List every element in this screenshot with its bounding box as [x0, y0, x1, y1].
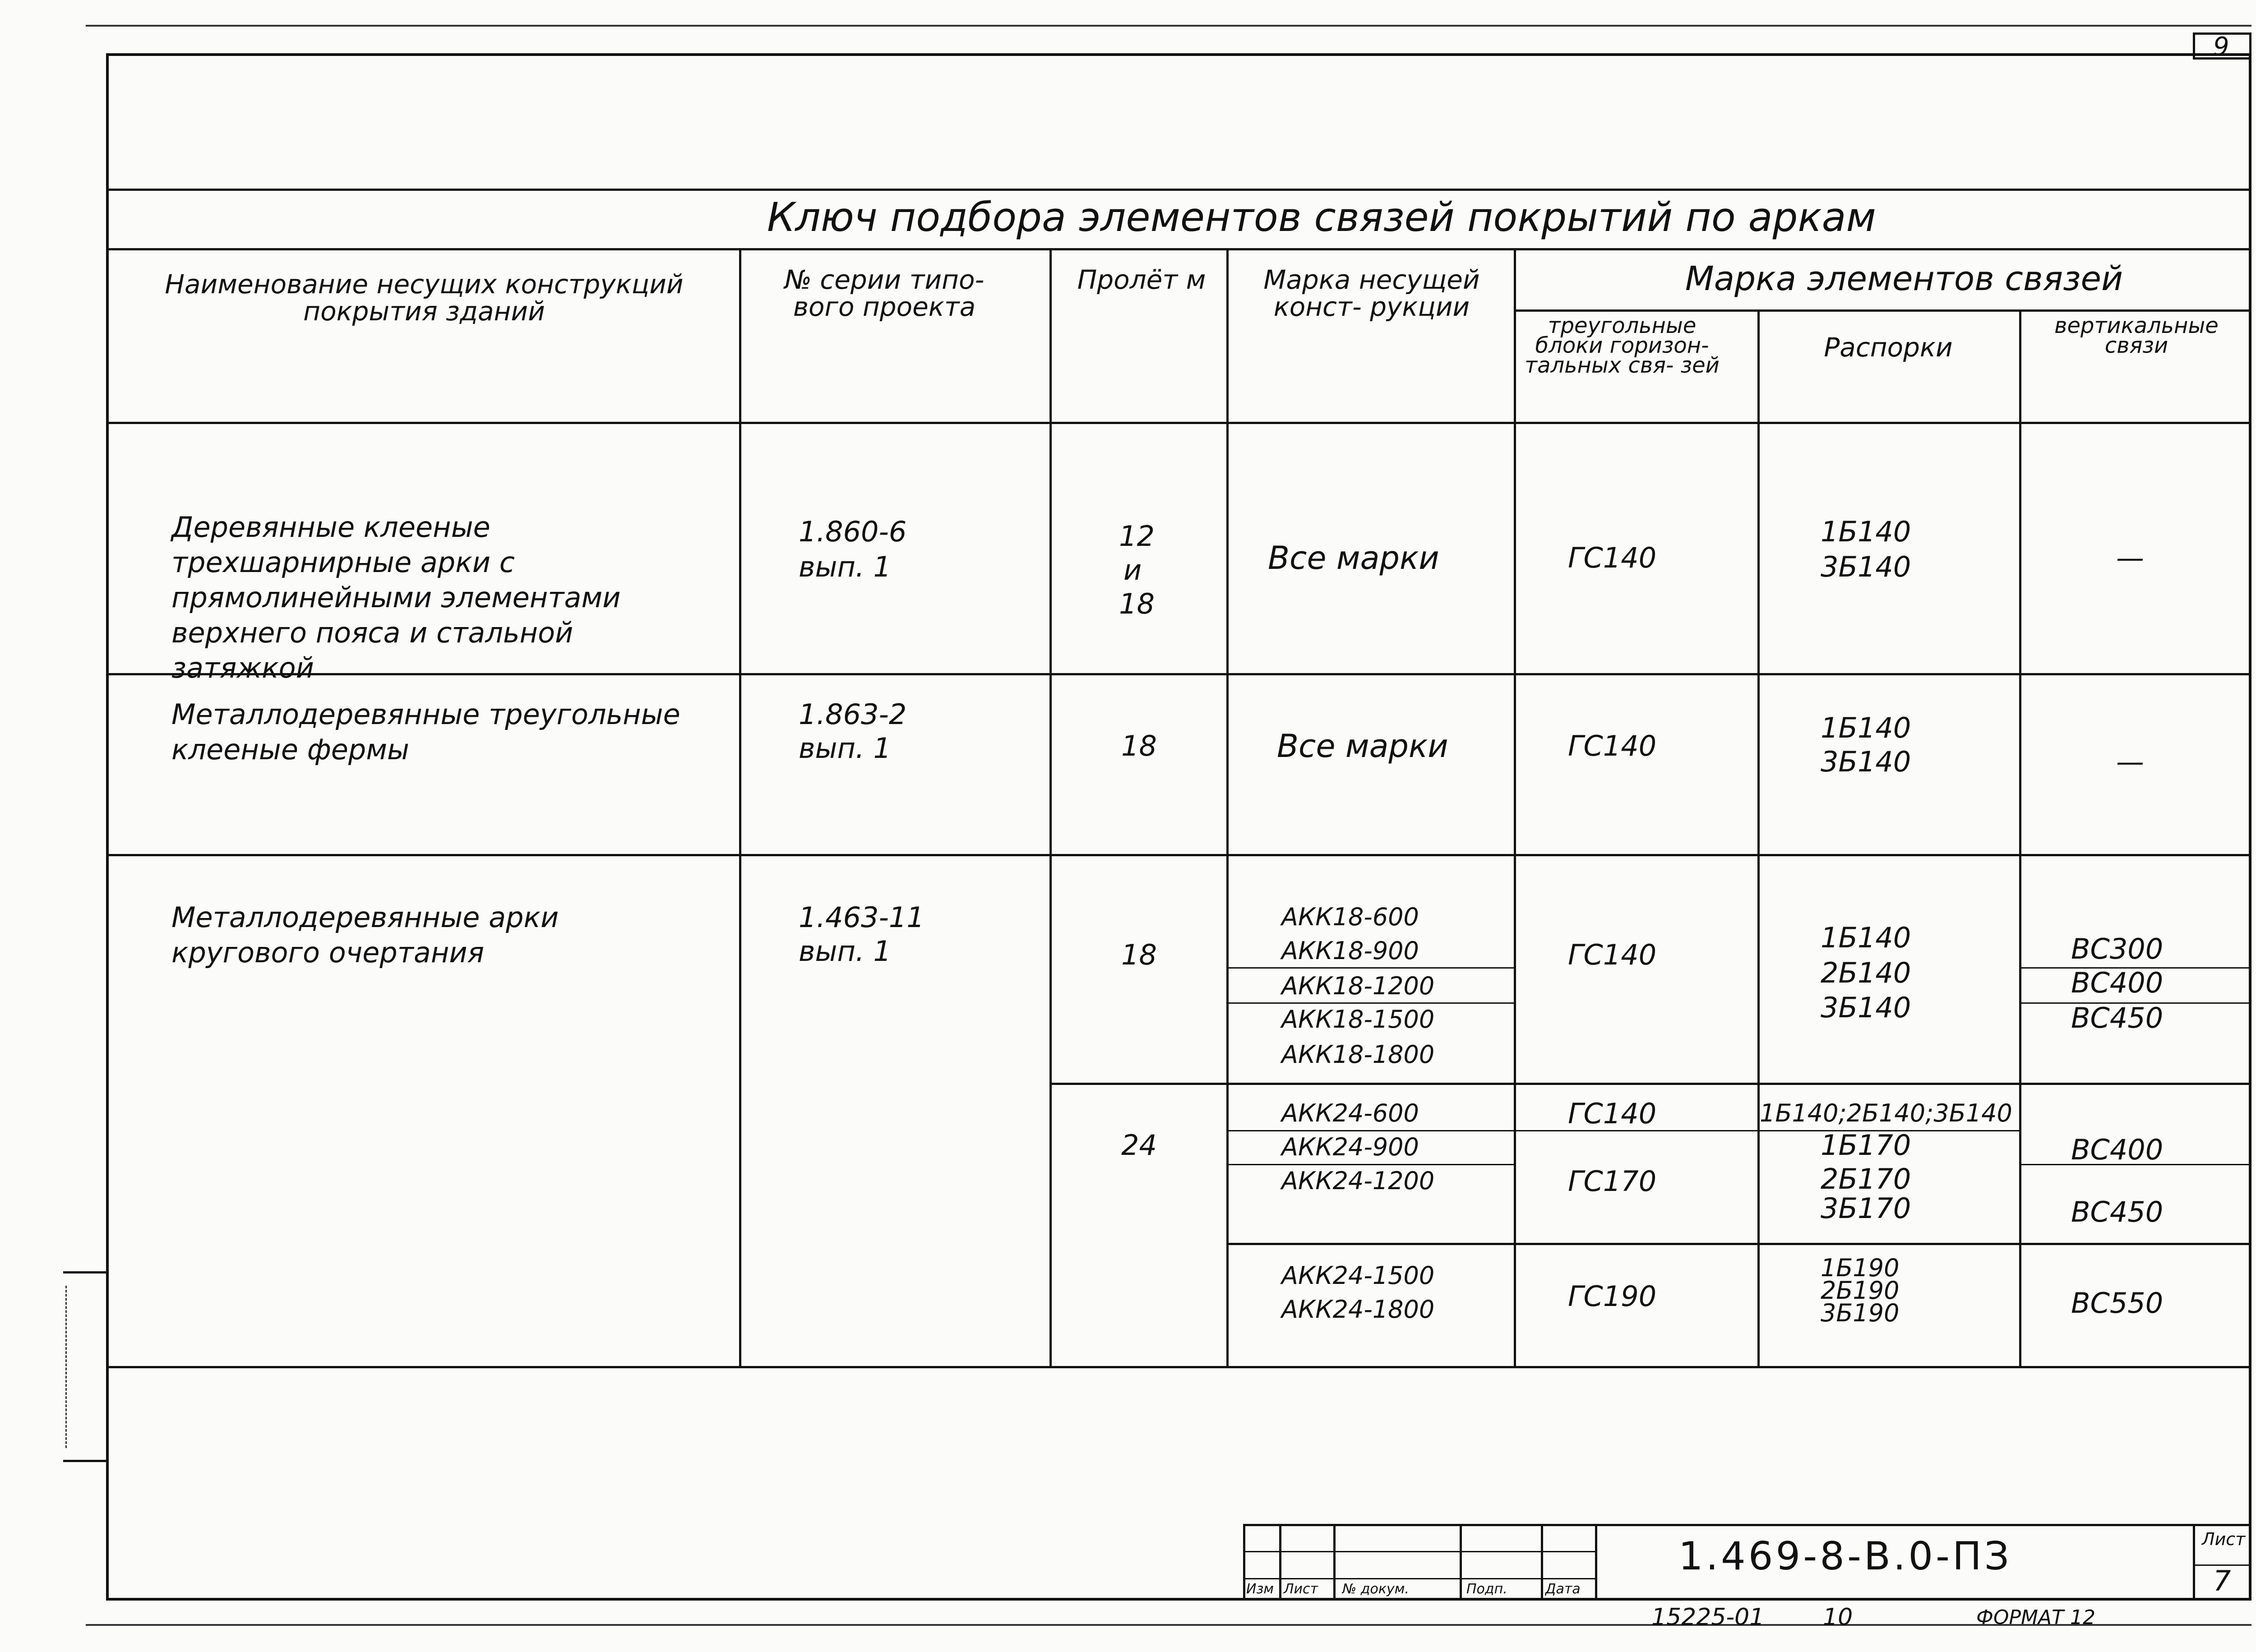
corner-sheet-box [2193, 32, 2251, 60]
row3-vert18-a: ВС300 [2071, 932, 2164, 965]
binding-mark-bottom [63, 1460, 108, 1462]
header-mark: Марка несущей конст- рукции [1263, 264, 1480, 322]
row1-strut-b: 3Б140 [1821, 550, 1911, 583]
col-line-5 [1757, 309, 1760, 1367]
row1-span-a: 12 [1119, 520, 1155, 553]
row3-strut24a: 1Б140;2Б140;3Б140 [1760, 1099, 2012, 1127]
row2-mark: Все марки [1277, 728, 1448, 765]
stamp-col-izm: Изм [1246, 1581, 1274, 1597]
stamp-col-5 [1595, 1524, 1597, 1601]
row3-mark24c-a: АКК24-1500 [1281, 1261, 1435, 1290]
row3-vert24b: ВС450 [2071, 1195, 2164, 1228]
row3-strut24c-c: 3Б190 [1821, 1299, 1900, 1327]
header-vertical: вертикальные связи [2054, 313, 2219, 358]
doc-code: 1.469-8-В.0-ПЗ [1678, 1534, 2012, 1579]
row2-vertical: — [2116, 745, 2144, 778]
col-line-4 [1514, 248, 1516, 1367]
header-name: Наименование несущих конструкций покрытия зданий [165, 269, 684, 327]
row3-mark18-a: АКК18-600 [1281, 903, 1419, 931]
row1-series-no: 1.860-6 [799, 515, 907, 548]
header-group: Марка элементов связей [1685, 259, 2123, 298]
stamp-col-doc: № докум. [1342, 1581, 1409, 1597]
header-struts: Распорки [1824, 332, 1953, 363]
sheet-number: 7 [2213, 1564, 2231, 1597]
row3-span18: 18 [1121, 938, 1157, 971]
bottom-code: 15225-01 [1651, 1604, 1765, 1631]
header-span: Пролёт м [1077, 264, 1206, 295]
row2-name: Металлодеревянные треугольные клееные фермы [171, 698, 680, 766]
row2-strut-b: 3Б140 [1821, 745, 1911, 778]
row3-triangle24c: ГС190 [1568, 1280, 1657, 1313]
stamp-col-3 [1460, 1524, 1462, 1601]
table-title: Ключ подбора элементов связей покрытий по аркам [767, 194, 1876, 240]
row3-mark18-e: АКК18-1800 [1281, 1040, 1435, 1069]
binding-mark-top [63, 1271, 108, 1274]
row3-name: Металлодеревянные арки кругового очертания [171, 901, 559, 969]
header-top-rule [106, 248, 2251, 250]
row3-triangle24a: ГС140 [1568, 1097, 1657, 1130]
row1-vertical: — [2116, 541, 2144, 574]
col-line-3 [1226, 248, 1229, 1367]
format-label: ФОРМАТ 12 [1976, 1606, 2095, 1629]
stamp-col-list: Лист [1284, 1581, 1318, 1597]
row3-triangle18: ГС140 [1568, 938, 1657, 971]
stamp-col-6 [2193, 1524, 2195, 1601]
row3-vert24c: ВС550 [2071, 1287, 2164, 1320]
row3-mark18-b: АКК18-900 [1281, 937, 1419, 965]
stamp-col-2 [1333, 1524, 1336, 1601]
row1-triangle: ГС140 [1568, 541, 1657, 574]
row2-triangle: ГС140 [1568, 729, 1657, 762]
header-series: № серии типо- вого проекта [784, 264, 985, 322]
group-header-rule [1514, 309, 2251, 312]
row1-span-c: 18 [1119, 587, 1155, 620]
col-line-2 [1049, 248, 1052, 1367]
bottom-dash-line [86, 1624, 2251, 1626]
stamp-col-date: Дата [1545, 1581, 1581, 1597]
row2-bottom-rule [106, 854, 2251, 856]
table-bottom-rule [106, 1366, 2251, 1368]
col-line-1 [739, 248, 741, 1367]
header-bottom-rule [106, 422, 2251, 424]
row2-span: 18 [1121, 729, 1157, 762]
row3-vert18-b: ВС400 [2071, 966, 2164, 999]
row3-triangle24b: ГС170 [1568, 1165, 1657, 1198]
row1-strut-a: 1Б140 [1821, 515, 1911, 548]
row3-strut18-a: 1Б140 [1821, 921, 1911, 954]
row2-series-issue: вып. 1 [799, 732, 891, 765]
corner-sheet-number: 9 [2213, 32, 2229, 61]
row3-strut24b-c: 3Б170 [1821, 1192, 1911, 1225]
row3-mark24-c: АКК24-1200 [1281, 1167, 1435, 1195]
row3-mark18-d: АКК18-1500 [1281, 1005, 1435, 1034]
row3-strut24c-b: 2Б190 [1821, 1276, 1900, 1305]
title-top-rule [106, 189, 2251, 191]
row3-vert18-c: ВС450 [2071, 1001, 2164, 1034]
row3-mark18-c: АКК18-1200 [1281, 972, 1435, 1000]
row3-strut24c-a: 1Б190 [1821, 1254, 1900, 1282]
sheet-label: Лист [2202, 1529, 2246, 1549]
bottom-num: 10 [1823, 1604, 1853, 1631]
stamp-col-4 [1541, 1524, 1543, 1601]
span24-top-rule [1049, 1083, 2251, 1085]
row3-mark24-b: АКК24-900 [1281, 1133, 1419, 1161]
stamp-col-sign: Подп. [1466, 1581, 1507, 1597]
row3-strut18-b: 2Б140 [1821, 956, 1911, 989]
header-triangles: треугольные блоки горизон- тальных свя- зей [1525, 313, 1720, 378]
top-dash-line [86, 25, 2251, 27]
stamp-col-1 [1279, 1524, 1281, 1601]
row1-mark: Все марки [1268, 540, 1439, 577]
row2-series-no: 1.863-2 [799, 698, 907, 731]
row1-series-issue: вып. 1 [799, 550, 891, 583]
row3-series-no: 1.463-11 [799, 901, 925, 934]
span24c-top-rule [1226, 1243, 2251, 1245]
col-line-6 [2019, 309, 2021, 1367]
row1-name: Деревянные клееные трехшарнирные арки с прямолинейными элементами верхнего пояса и стальной затяжкой [171, 511, 621, 684]
row3-series-issue: вып. 1 [799, 935, 891, 968]
row1-span-b: и [1123, 554, 1142, 586]
row3-mark24c-b: АКК24-1800 [1281, 1295, 1435, 1324]
row3-span24: 24 [1121, 1129, 1157, 1162]
row3-strut18-c: 3Б140 [1821, 991, 1911, 1024]
row3-mark24-a: АКК24-600 [1281, 1099, 1419, 1127]
row3-strut24b-b: 2Б170 [1821, 1163, 1911, 1195]
row3-strut24b-a: 1Б170 [1821, 1129, 1911, 1162]
row3-vert24a: ВС400 [2071, 1133, 2164, 1166]
row2-strut-a: 1Б140 [1821, 711, 1911, 744]
binding-dashes [65, 1286, 67, 1448]
